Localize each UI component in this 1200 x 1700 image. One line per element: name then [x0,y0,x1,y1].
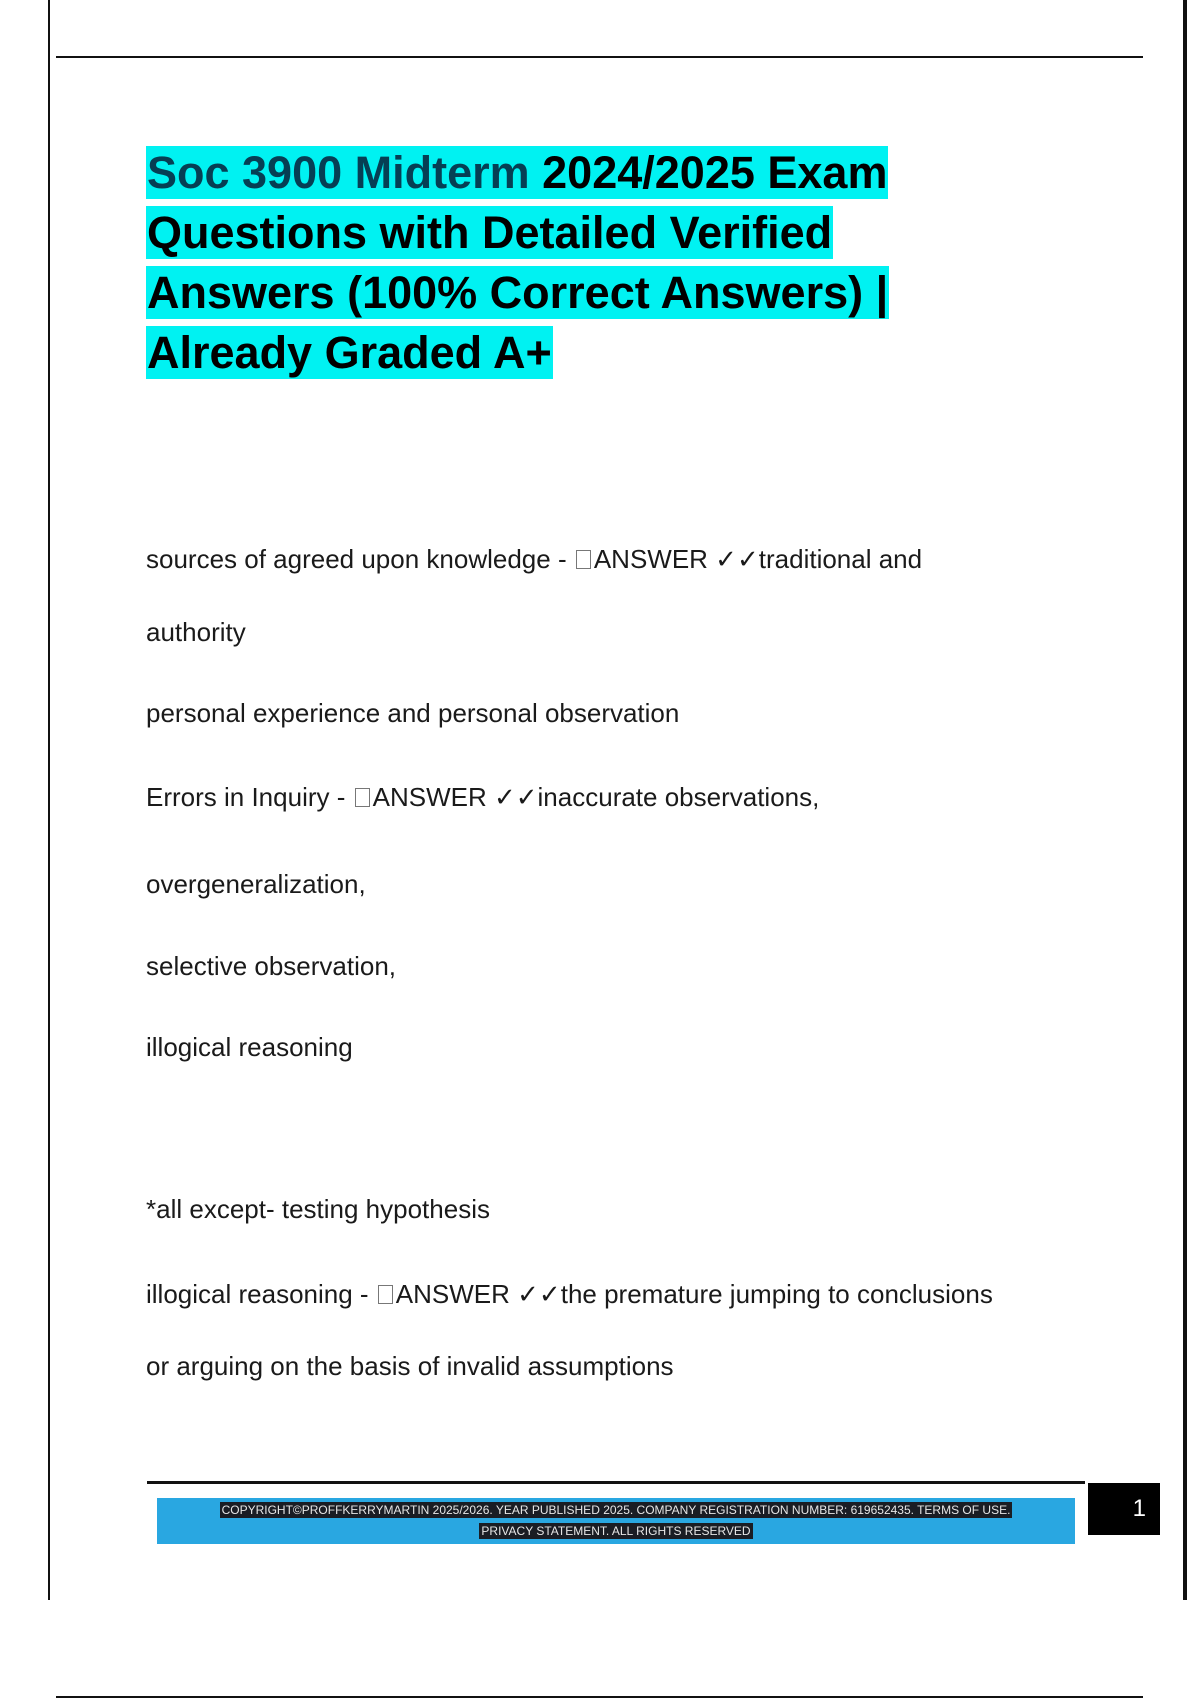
q3-question-line [146,1279,993,1309]
title-highlight [146,146,889,379]
q2-answer-line2: overgeneralization, [146,869,366,899]
document-title [146,143,976,383]
q2-note: *all except- testing hypothesis [146,1194,490,1224]
q1-answer-prefix: ANSWER ✓✓ [593,544,759,574]
q3-question: illogical reasoning - [146,1279,376,1309]
missing-glyph-icon [576,550,591,569]
next-page-rule [56,1696,1143,1698]
q3-answer-line1: the premature jumping to conclusions [560,1279,993,1309]
q2-question-line [146,782,819,812]
footer-line1: COPYRIGHT©PROFFKERRYMARTIN 2025/2026. YEAR PUBLISHED 2025. COMPANY REGISTRATION NUMBER: 619652435. TERMS OF USE. [221,1503,1011,1517]
q1-answer-line3: personal experience and personal observation [146,698,680,728]
title-course: Soc 3900 Midterm [147,147,543,198]
q2-answer-line4: illogical reasoning [146,1032,353,1062]
q1-question: sources of agreed upon knowledge - [146,544,574,574]
page-border-right [1183,0,1187,1600]
header-rule [56,56,1143,58]
q2-answer-line1: inaccurate observations, [537,782,820,812]
missing-glyph-icon [378,1285,393,1304]
q2-question: Errors in Inquiry - [146,782,353,812]
q1-question-line [146,544,922,574]
page-number: 1 [1088,1483,1160,1535]
q3-answer-prefix: ANSWER ✓✓ [395,1279,561,1309]
q2-answer-prefix: ANSWER ✓✓ [372,782,538,812]
q1-answer-line1: traditional and [758,544,923,574]
page-border-left [48,0,50,1600]
title-main: 2024/2025 Exam Questions with Detailed Verified Answers (100% Correct Answers) | Already Graded A+ [147,147,889,378]
missing-glyph-icon [355,788,370,807]
footer-copyright [157,1500,1075,1542]
q2-answer-line3: selective observation, [146,951,397,981]
footer-line2: PRIVACY STATEMENT. ALL RIGHTS RESERVED [481,1524,751,1538]
q1-answer-line2: authority [146,617,246,647]
q3-answer-line2: or arguing on the basis of invalid assumptions [146,1351,674,1381]
footer-rule [147,1481,1085,1484]
